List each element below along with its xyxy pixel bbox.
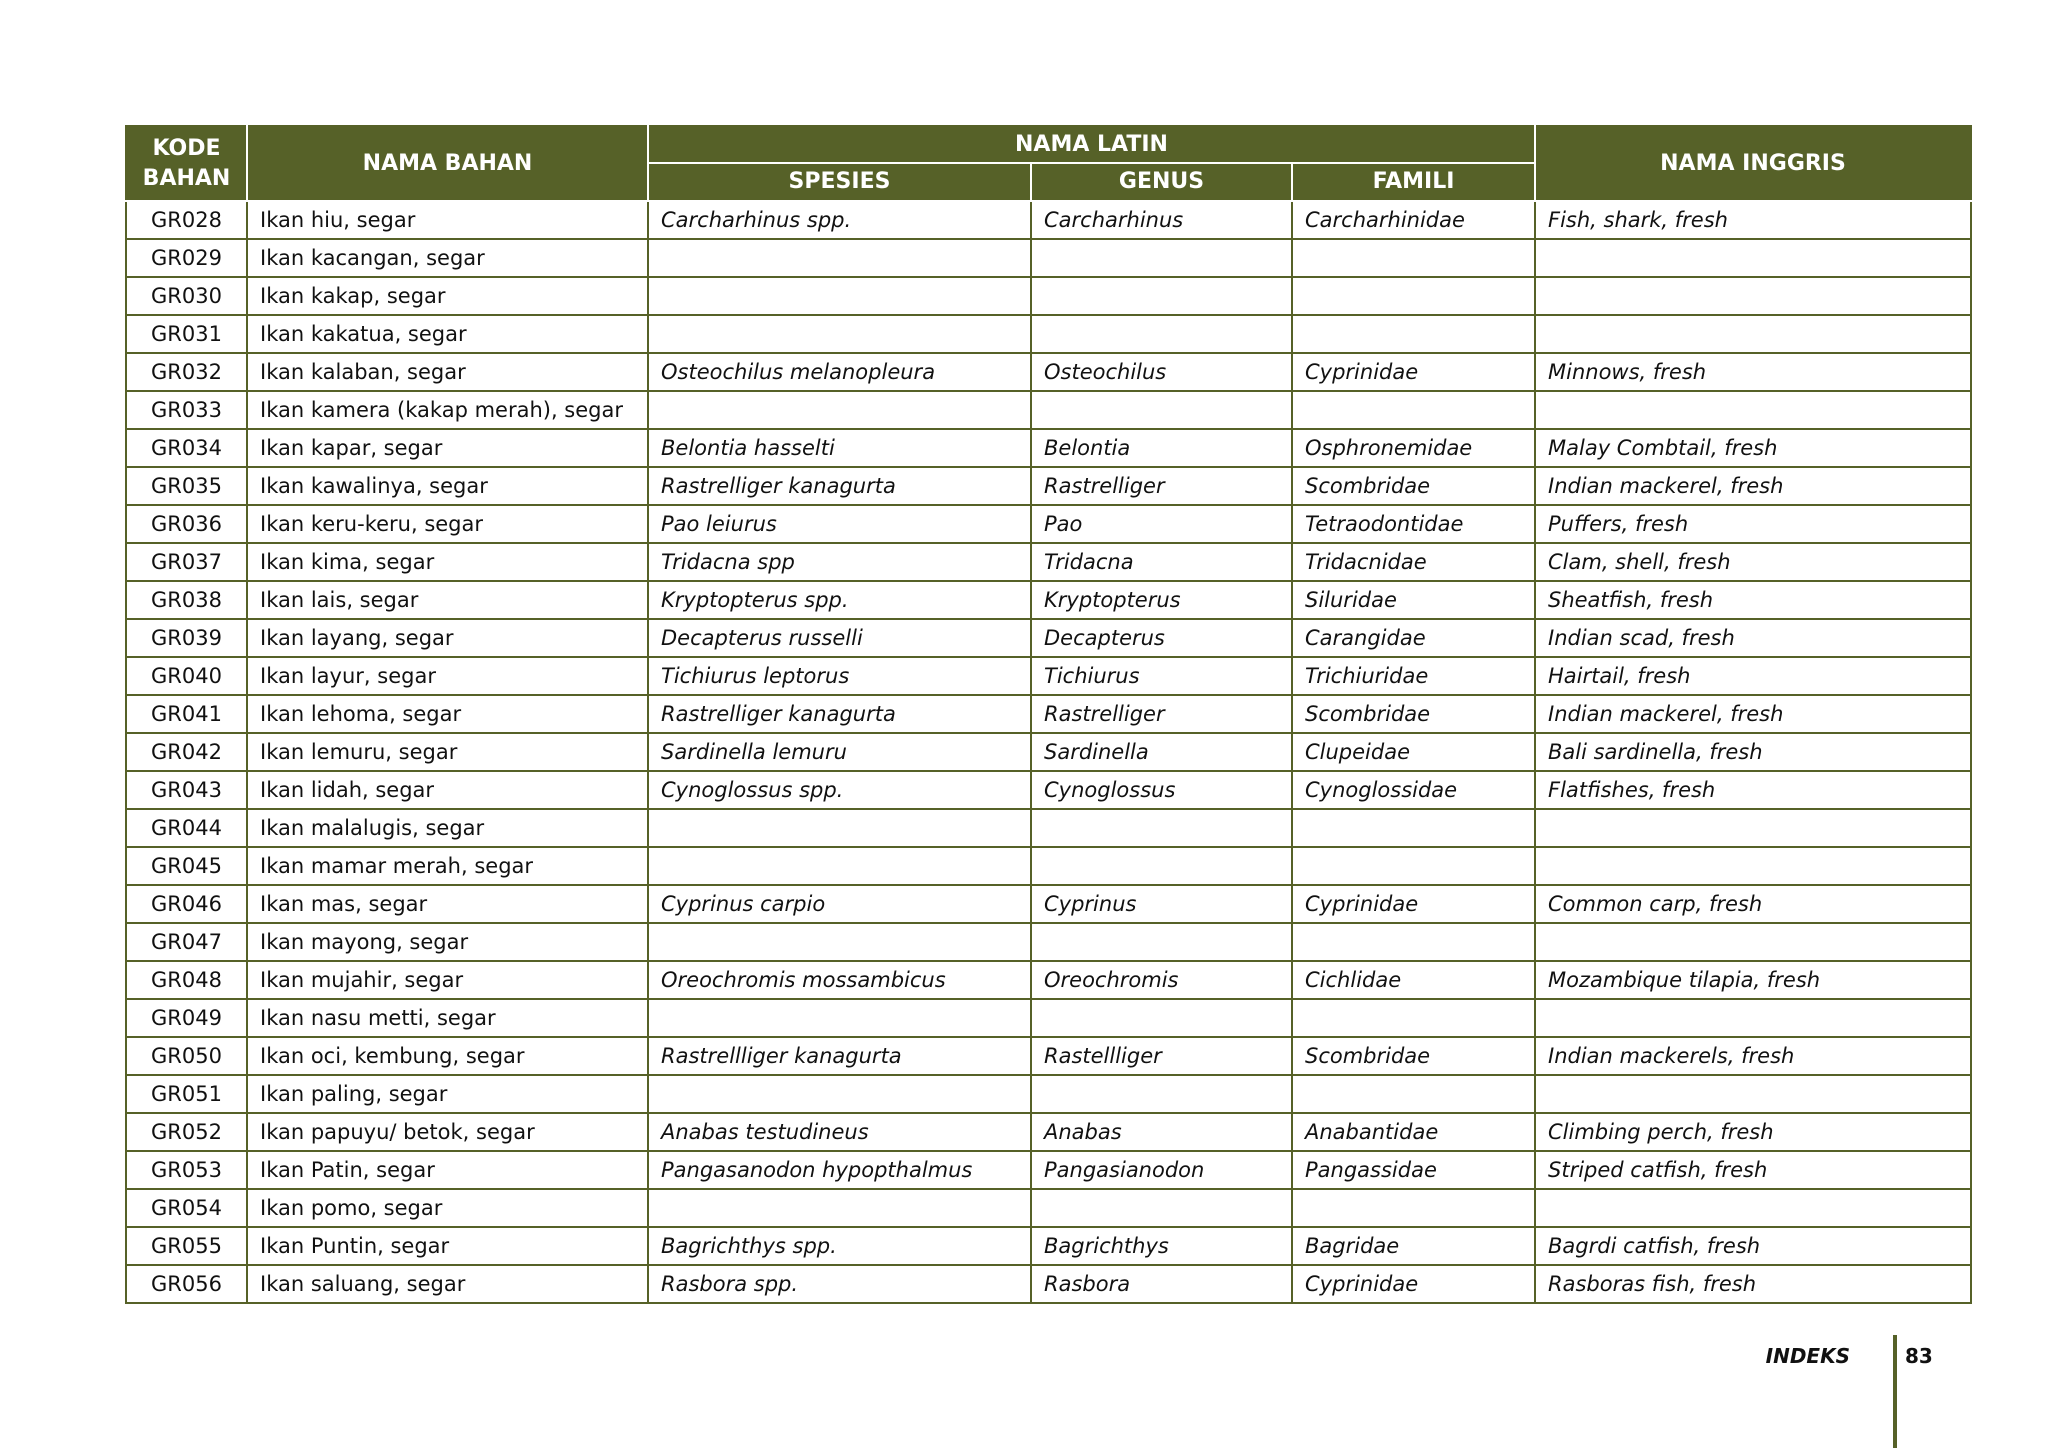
cell-spesies (648, 239, 1031, 277)
cell-nama-inggris: Minnows, fresh (1535, 353, 1971, 391)
cell-kode-bahan: GR031 (126, 315, 247, 353)
cell-kode-bahan: GR044 (126, 809, 247, 847)
footer-divider (1893, 1335, 1897, 1448)
cell-genus (1031, 847, 1292, 885)
cell-kode-bahan: GR053 (126, 1151, 247, 1189)
cell-spesies: Pangasanodon hypopthalmus (648, 1151, 1031, 1189)
cell-nama-bahan: Ikan Puntin, segar (247, 1227, 648, 1265)
header-nama-latin: NAMA LATIN (648, 126, 1535, 163)
cell-famili (1292, 315, 1535, 353)
cell-famili (1292, 847, 1535, 885)
table-row (126, 923, 1971, 961)
table-row (126, 1189, 1971, 1227)
cell-kode-bahan: GR038 (126, 581, 247, 619)
cell-nama-bahan: Ikan kapar, segar (247, 429, 648, 467)
cell-kode-bahan: GR043 (126, 771, 247, 809)
table-row (126, 1037, 1971, 1075)
cell-nama-bahan: Ikan mamar merah, segar (247, 847, 648, 885)
cell-genus: Sardinella (1031, 733, 1292, 771)
cell-famili: Clupeidae (1292, 733, 1535, 771)
header-nama-inggris: NAMA INGGRIS (1535, 126, 1971, 201)
cell-famili (1292, 1075, 1535, 1113)
table-row (126, 885, 1971, 923)
cell-kode-bahan: GR054 (126, 1189, 247, 1227)
cell-spesies: Pao leiurus (648, 505, 1031, 543)
cell-famili: Carangidae (1292, 619, 1535, 657)
cell-nama-inggris: Common carp, fresh (1535, 885, 1971, 923)
cell-spesies: Bagrichthys spp. (648, 1227, 1031, 1265)
cell-kode-bahan: GR042 (126, 733, 247, 771)
header-kode-bahan: KODE BAHAN (126, 126, 247, 201)
cell-famili (1292, 809, 1535, 847)
table-header (126, 126, 1971, 201)
cell-kode-bahan: GR035 (126, 467, 247, 505)
cell-nama-bahan: Ikan layang, segar (247, 619, 648, 657)
cell-nama-inggris: Bagrdi catfish, fresh (1535, 1227, 1971, 1265)
cell-nama-bahan: Ikan kawalinya, segar (247, 467, 648, 505)
cell-spesies (648, 277, 1031, 315)
cell-nama-bahan: Ikan pomo, segar (247, 1189, 648, 1227)
table-row (126, 733, 1971, 771)
cell-spesies (648, 1189, 1031, 1227)
cell-nama-inggris: Malay Combtail, fresh (1535, 429, 1971, 467)
cell-kode-bahan: GR048 (126, 961, 247, 999)
cell-nama-inggris: Bali sardinella, fresh (1535, 733, 1971, 771)
cell-famili: Scombridae (1292, 467, 1535, 505)
cell-spesies: Decapterus russelli (648, 619, 1031, 657)
cell-nama-bahan: Ikan kakatua, segar (247, 315, 648, 353)
cell-nama-bahan: Ikan mayong, segar (247, 923, 648, 961)
cell-kode-bahan: GR051 (126, 1075, 247, 1113)
cell-genus: Carcharhinus (1031, 201, 1292, 239)
cell-famili: Osphronemidae (1292, 429, 1535, 467)
cell-nama-inggris (1535, 1075, 1971, 1113)
table-row (126, 999, 1971, 1037)
table-body (126, 201, 1971, 1303)
cell-genus: Rastellliger (1031, 1037, 1292, 1075)
cell-famili (1292, 239, 1535, 277)
cell-nama-bahan: Ikan lidah, segar (247, 771, 648, 809)
cell-genus (1031, 239, 1292, 277)
cell-famili: Trichiuridae (1292, 657, 1535, 695)
table-row (126, 201, 1971, 239)
table-row (126, 581, 1971, 619)
cell-nama-bahan: Ikan lais, segar (247, 581, 648, 619)
cell-nama-inggris: Indian scad, fresh (1535, 619, 1971, 657)
cell-spesies (648, 847, 1031, 885)
table-row (126, 619, 1971, 657)
cell-kode-bahan: GR033 (126, 391, 247, 429)
table-row (126, 277, 1971, 315)
cell-genus: Tridacna (1031, 543, 1292, 581)
cell-kode-bahan: GR030 (126, 277, 247, 315)
cell-nama-inggris: Indian mackerel, fresh (1535, 467, 1971, 505)
cell-nama-bahan: Ikan paling, segar (247, 1075, 648, 1113)
cell-famili: Siluridae (1292, 581, 1535, 619)
cell-spesies: Rastrelliger kanagurta (648, 467, 1031, 505)
cell-nama-inggris: Fish, shark, fresh (1535, 201, 1971, 239)
cell-nama-bahan: Ikan kacangan, segar (247, 239, 648, 277)
cell-famili: Carcharhinidae (1292, 201, 1535, 239)
cell-nama-bahan: Ikan mas, segar (247, 885, 648, 923)
cell-nama-inggris (1535, 239, 1971, 277)
table-row (126, 353, 1971, 391)
cell-famili: Cynoglossidae (1292, 771, 1535, 809)
cell-nama-inggris: Mozambique tilapia, fresh (1535, 961, 1971, 999)
cell-kode-bahan: GR036 (126, 505, 247, 543)
cell-genus: Bagrichthys (1031, 1227, 1292, 1265)
cell-spesies: Kryptopterus spp. (648, 581, 1031, 619)
cell-kode-bahan: GR039 (126, 619, 247, 657)
header-spesies: SPESIES (648, 163, 1031, 201)
cell-genus: Anabas (1031, 1113, 1292, 1151)
cell-nama-bahan: Ikan mujahir, segar (247, 961, 648, 999)
cell-nama-bahan: Ikan layur, segar (247, 657, 648, 695)
cell-genus (1031, 999, 1292, 1037)
cell-genus: Pangasianodon (1031, 1151, 1292, 1189)
cell-famili: Scombridae (1292, 695, 1535, 733)
cell-nama-bahan: Ikan papuyu/ betok, segar (247, 1113, 648, 1151)
cell-genus: Cyprinus (1031, 885, 1292, 923)
cell-spesies (648, 391, 1031, 429)
cell-spesies: Tichiurus leptorus (648, 657, 1031, 695)
cell-kode-bahan: GR034 (126, 429, 247, 467)
cell-famili: Anabantidae (1292, 1113, 1535, 1151)
cell-genus: Rasbora (1031, 1265, 1292, 1303)
cell-spesies (648, 315, 1031, 353)
food-index-table (125, 125, 1972, 1304)
cell-kode-bahan: GR052 (126, 1113, 247, 1151)
cell-genus: Belontia (1031, 429, 1292, 467)
table-row (126, 543, 1971, 581)
page-number: 83 (1905, 1344, 1933, 1368)
cell-spesies: Tridacna spp (648, 543, 1031, 581)
table-row (126, 1075, 1971, 1113)
cell-genus (1031, 1189, 1292, 1227)
cell-genus: Oreochromis (1031, 961, 1292, 999)
table-row (126, 961, 1971, 999)
table-row (126, 695, 1971, 733)
cell-spesies: Anabas testudineus (648, 1113, 1031, 1151)
cell-spesies: Belontia hasselti (648, 429, 1031, 467)
cell-genus: Rastrelliger (1031, 467, 1292, 505)
cell-kode-bahan: GR056 (126, 1265, 247, 1303)
cell-nama-inggris: Clam, shell, fresh (1535, 543, 1971, 581)
cell-spesies: Cyprinus carpio (648, 885, 1031, 923)
cell-famili (1292, 923, 1535, 961)
cell-nama-bahan: Ikan kima, segar (247, 543, 648, 581)
cell-nama-bahan: Ikan kakap, segar (247, 277, 648, 315)
header-genus: GENUS (1031, 163, 1292, 201)
table-row (126, 847, 1971, 885)
cell-kode-bahan: GR046 (126, 885, 247, 923)
cell-famili (1292, 1189, 1535, 1227)
cell-spesies (648, 999, 1031, 1037)
cell-kode-bahan: GR029 (126, 239, 247, 277)
cell-genus: Decapterus (1031, 619, 1292, 657)
cell-famili: Scombridae (1292, 1037, 1535, 1075)
cell-kode-bahan: GR028 (126, 201, 247, 239)
cell-spesies: Sardinella lemuru (648, 733, 1031, 771)
cell-genus: Cynoglossus (1031, 771, 1292, 809)
cell-nama-bahan: Ikan malalugis, segar (247, 809, 648, 847)
cell-kode-bahan: GR050 (126, 1037, 247, 1075)
table-row (126, 467, 1971, 505)
cell-kode-bahan: GR055 (126, 1227, 247, 1265)
table-row (126, 505, 1971, 543)
cell-genus (1031, 809, 1292, 847)
header-nama-bahan: NAMA BAHAN (247, 126, 648, 201)
cell-genus (1031, 1075, 1292, 1113)
cell-famili (1292, 999, 1535, 1037)
cell-kode-bahan: GR040 (126, 657, 247, 695)
cell-nama-inggris: Hairtail, fresh (1535, 657, 1971, 695)
cell-nama-inggris: Climbing perch, fresh (1535, 1113, 1971, 1151)
table-row (126, 1113, 1971, 1151)
cell-spesies: Oreochromis mossambicus (648, 961, 1031, 999)
cell-famili: Cyprinidae (1292, 353, 1535, 391)
cell-genus: Tichiurus (1031, 657, 1292, 695)
cell-genus (1031, 277, 1292, 315)
cell-famili: Tridacnidae (1292, 543, 1535, 581)
cell-famili (1292, 277, 1535, 315)
cell-spesies: Osteochilus melanopleura (648, 353, 1031, 391)
cell-famili: Bagridae (1292, 1227, 1535, 1265)
cell-nama-bahan: Ikan hiu, segar (247, 201, 648, 239)
header-famili: FAMILI (1292, 163, 1535, 201)
cell-nama-inggris (1535, 847, 1971, 885)
cell-nama-inggris: Striped catfish, fresh (1535, 1151, 1971, 1189)
cell-famili: Cyprinidae (1292, 885, 1535, 923)
cell-nama-bahan: Ikan kamera (kakap merah), segar (247, 391, 648, 429)
cell-nama-inggris: Indian mackerel, fresh (1535, 695, 1971, 733)
table-row (126, 1265, 1971, 1303)
cell-nama-bahan: Ikan Patin, segar (247, 1151, 648, 1189)
cell-genus (1031, 923, 1292, 961)
cell-nama-inggris (1535, 315, 1971, 353)
cell-kode-bahan: GR032 (126, 353, 247, 391)
cell-genus (1031, 315, 1292, 353)
cell-nama-inggris (1535, 277, 1971, 315)
table-row (126, 429, 1971, 467)
cell-nama-bahan: Ikan saluang, segar (247, 1265, 648, 1303)
cell-spesies (648, 1075, 1031, 1113)
cell-famili: Cichlidae (1292, 961, 1535, 999)
cell-famili: Tetraodontidae (1292, 505, 1535, 543)
table-row (126, 657, 1971, 695)
cell-spesies (648, 923, 1031, 961)
cell-genus: Rastrelliger (1031, 695, 1292, 733)
cell-nama-inggris: Puffers, fresh (1535, 505, 1971, 543)
cell-genus: Pao (1031, 505, 1292, 543)
cell-spesies: Rastrellliger kanagurta (648, 1037, 1031, 1075)
cell-genus (1031, 391, 1292, 429)
cell-kode-bahan: GR047 (126, 923, 247, 961)
cell-nama-inggris (1535, 999, 1971, 1037)
cell-nama-bahan: Ikan lehoma, segar (247, 695, 648, 733)
cell-nama-bahan: Ikan keru-keru, segar (247, 505, 648, 543)
cell-nama-bahan: Ikan oci, kembung, segar (247, 1037, 648, 1075)
footer-section-label: INDEKS (1765, 1344, 1850, 1368)
cell-spesies: Carcharhinus spp. (648, 201, 1031, 239)
cell-nama-inggris (1535, 923, 1971, 961)
table-row (126, 1227, 1971, 1265)
cell-genus: Osteochilus (1031, 353, 1292, 391)
table-row (126, 239, 1971, 277)
cell-nama-inggris: Rasboras fish, fresh (1535, 1265, 1971, 1303)
cell-nama-bahan: Ikan lemuru, segar (247, 733, 648, 771)
cell-kode-bahan: GR045 (126, 847, 247, 885)
table-row (126, 771, 1971, 809)
cell-nama-bahan: Ikan kalaban, segar (247, 353, 648, 391)
cell-nama-inggris (1535, 809, 1971, 847)
cell-famili: Cyprinidae (1292, 1265, 1535, 1303)
cell-spesies: Cynoglossus spp. (648, 771, 1031, 809)
cell-kode-bahan: GR037 (126, 543, 247, 581)
cell-nama-bahan: Ikan nasu metti, segar (247, 999, 648, 1037)
cell-spesies: Rasbora spp. (648, 1265, 1031, 1303)
table-row (126, 1151, 1971, 1189)
table-row (126, 809, 1971, 847)
cell-spesies: Rastrelliger kanagurta (648, 695, 1031, 733)
cell-genus: Kryptopterus (1031, 581, 1292, 619)
cell-nama-inggris: Sheatfish, fresh (1535, 581, 1971, 619)
cell-famili: Pangassidae (1292, 1151, 1535, 1189)
table-row (126, 391, 1971, 429)
cell-nama-inggris (1535, 1189, 1971, 1227)
cell-nama-inggris (1535, 391, 1971, 429)
cell-kode-bahan: GR049 (126, 999, 247, 1037)
cell-nama-inggris: Flatfishes, fresh (1535, 771, 1971, 809)
cell-famili (1292, 391, 1535, 429)
table-row (126, 315, 1971, 353)
cell-kode-bahan: GR041 (126, 695, 247, 733)
cell-spesies (648, 809, 1031, 847)
cell-nama-inggris: Indian mackerels, fresh (1535, 1037, 1971, 1075)
